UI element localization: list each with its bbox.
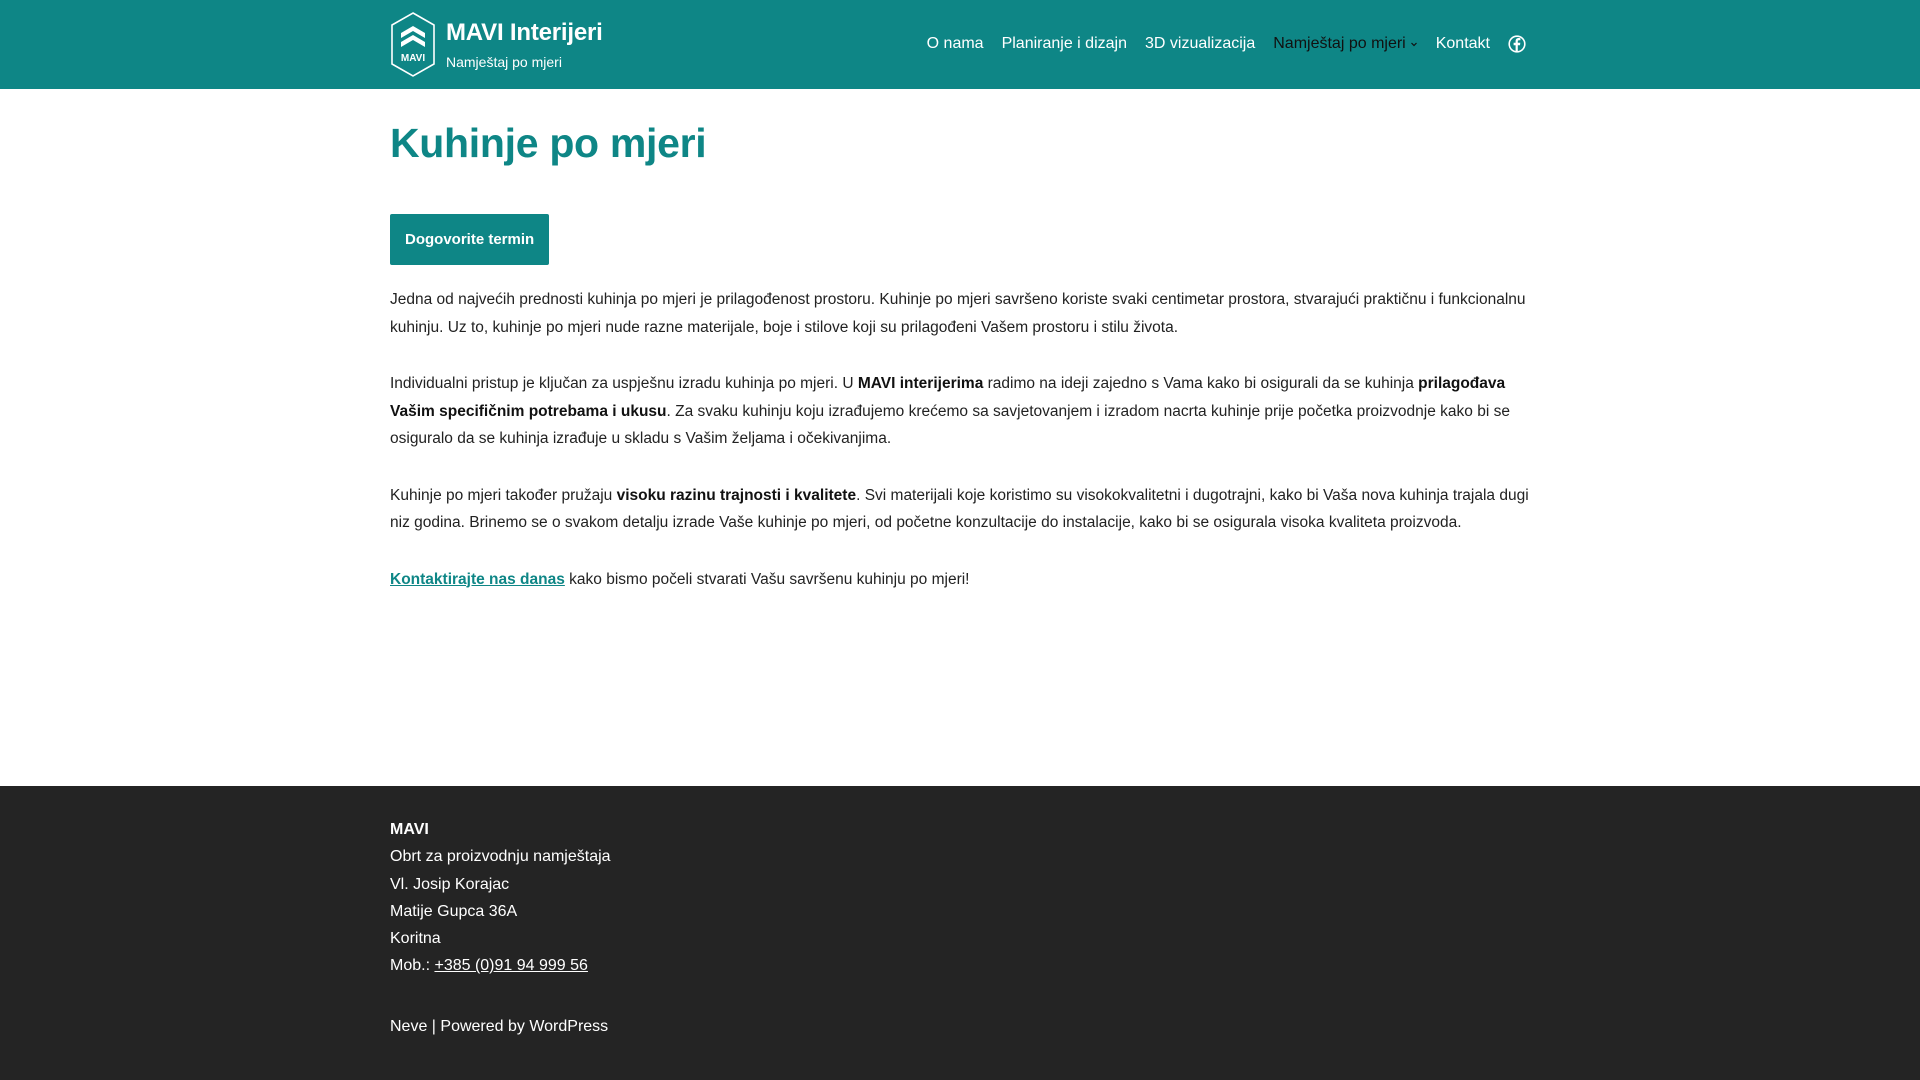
footer-phone: Mob.: +385 (0)91 94 999 56 (390, 957, 588, 975)
footer-address (390, 816, 611, 980)
site-header (0, 0, 1920, 89)
footer-company-name: MAVI (390, 821, 429, 838)
svg-text:MAVI: MAVI (400, 53, 426, 64)
neve-link[interactable]: Neve (390, 1018, 428, 1035)
paragraph-intro: Jedna od najvećih prednosti kuhinja po mjeri je prilagođenost prostoru. Kuhinje po mjeri savršeno koriste svaki centimetar prostora, stvarajući praktičnu i funkcionalnu kuhinju. Uz to, kuhinje po mjeri nude razne materijale, boje i stilove koji su prilagođeni Vašem prostoru i stilu života. (390, 291, 1526, 336)
paragraph-contact: Kontaktirajte nas danas kako bismo počeli stvarati Vašu savršenu kuhinju po mjeri! (390, 570, 970, 588)
site-logo-link[interactable] (390, 11, 603, 78)
primary-nav (909, 32, 1526, 56)
footer-line: Koritna (390, 930, 441, 948)
nav-item-kontakt[interactable]: Kontakt (1435, 35, 1490, 52)
paragraph-quality: Kuhinje po mjeri također pružaju visoku razinu trajnosti i kvalitete. Svi materijali koje koristimo su visokokvalitetni i dugotrajni, kako bi Vaša nova kuhinja trajala dugi niz godina. Brinemo se o svakom detalju izrade Vaše kuhinje po mjeri, od početne konzultacije do instalacije, kako bi se osigurala visoka kvaliteta proizvoda. (390, 486, 1529, 531)
footer-credits: Neve | Powered by WordPress (390, 1018, 609, 1035)
wordpress-link[interactable]: WordPress (529, 1018, 609, 1035)
site-tagline: Namještaj po mjeri (446, 54, 562, 70)
main-content (390, 118, 1530, 593)
nav-item-3d-vizualizacija[interactable]: 3D vizualizacija (1144, 35, 1256, 52)
paragraph-approach: Individualni pristup je ključan za uspješnu izradu kuhinja po mjeri. U MAVI interijerima radimo na ideji zajedno s Vama kako bi osigurali da se kuhinja prilagođava Vašim specifičnim potrebama i ukusu. Za svaku kuhinju koju izrađujemo krećemo sa savjetovanjem i izradom nacrta kuhinje prije početka proizvodnje kako bi se osiguralo da se kuhinja izrađuje u skladu s Vašim željama i očekivanjima. (390, 375, 1510, 447)
page-title: Kuhinje po mjeri (390, 120, 707, 166)
site-title: MAVI Interijeri (446, 19, 603, 46)
chevron-down-icon (1410, 40, 1418, 48)
nav-item-label: Namještaj po mjeri (1273, 35, 1406, 52)
book-appointment-button[interactable]: Dogovorite termin (390, 214, 549, 265)
footer-line: Vl. Josip Korajac (390, 875, 510, 893)
site-footer (0, 786, 1920, 1080)
contact-link[interactable]: Kontaktirajte nas danas (390, 570, 565, 588)
nav-item-o-nama[interactable]: O nama (926, 35, 984, 52)
mavi-logo-icon (390, 11, 436, 78)
nav-item-namjestaj-po-mjeri[interactable] (1273, 35, 1417, 53)
nav-item-planiranje[interactable]: Planiranje i dizajn (1001, 35, 1127, 52)
footer-line: Matije Gupca 36A (390, 902, 518, 920)
phone-link[interactable]: +385 (0)91 94 999 56 (434, 957, 588, 975)
footer-line: Obrt za proizvodnju namještaja (390, 848, 611, 866)
facebook-icon[interactable] (1508, 35, 1526, 53)
